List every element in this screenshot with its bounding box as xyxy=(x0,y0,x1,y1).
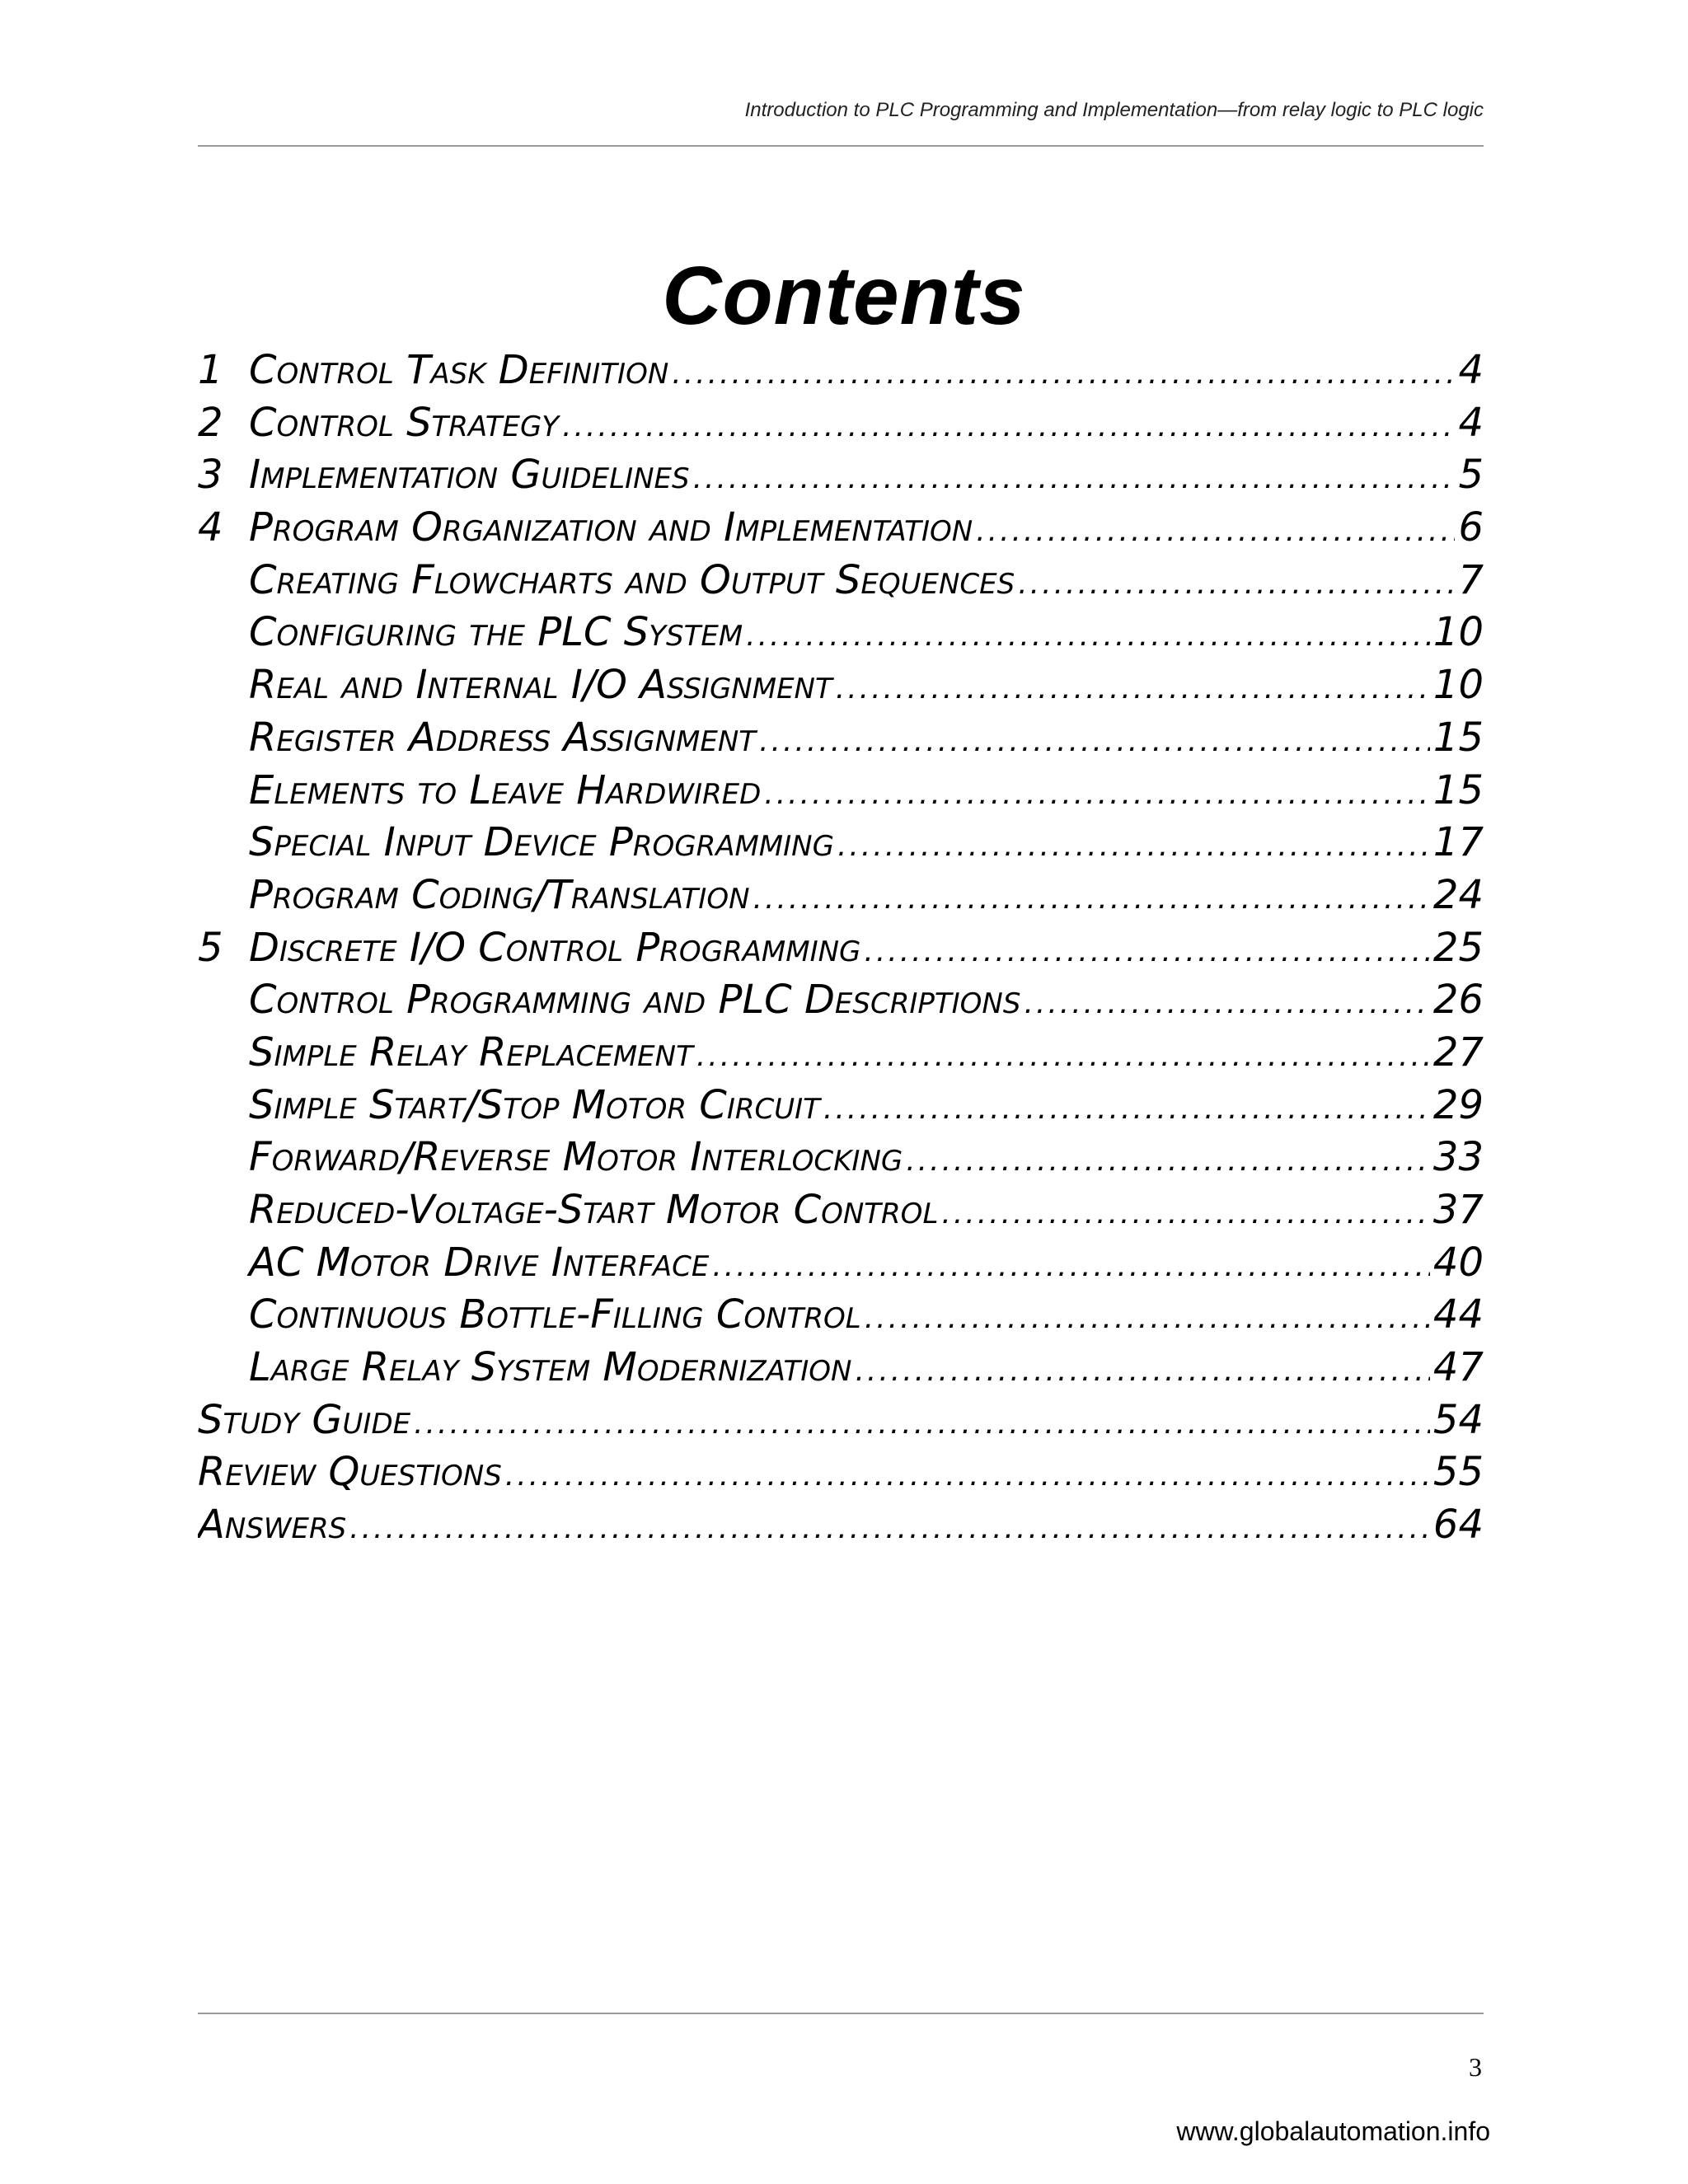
dot-leader xyxy=(864,926,1430,975)
toc-entry-title: Study Guide xyxy=(198,1396,411,1443)
toc-entry-page: 7 xyxy=(1458,556,1484,603)
toc-entry-title: Continuous Bottle-Filling Control xyxy=(249,1291,861,1338)
toc-entry[interactable] xyxy=(198,449,1484,502)
toc-entry-page: 44 xyxy=(1432,1291,1484,1338)
toc-entry-title: Special Input Device Programming xyxy=(249,819,834,866)
toc-entry-title: Discrete I/O Control Programming xyxy=(249,924,861,971)
dot-leader xyxy=(562,401,1455,450)
toc-entry-number: 1 xyxy=(198,347,223,393)
toc-entry-title: Control Programming and PLC Descriptions xyxy=(249,977,1021,1024)
toc-entry-number: 2 xyxy=(198,399,223,446)
toc-entry-page: 29 xyxy=(1432,1081,1484,1128)
toc-entry-title: Real and Internal I/O Assignment xyxy=(249,662,832,709)
toc-entry-page: 15 xyxy=(1432,766,1484,813)
toc-entry-title: Simple Start/Stop Motor Circuit xyxy=(249,1081,820,1128)
toc-entry-page: 64 xyxy=(1432,1502,1484,1549)
dot-leader xyxy=(712,1240,1430,1290)
dot-leader xyxy=(753,873,1430,922)
toc-entry[interactable] xyxy=(198,817,1484,869)
toc-entry-page: 4 xyxy=(1458,399,1484,446)
toc-entry[interactable] xyxy=(198,607,1484,659)
toc-entry[interactable] xyxy=(198,869,1484,922)
toc-entry[interactable] xyxy=(198,765,1484,818)
toc-entry-page: 33 xyxy=(1432,1134,1484,1181)
toc-entry[interactable] xyxy=(198,1184,1484,1237)
toc-entry-number: 4 xyxy=(198,504,223,551)
toc-entry-title: Program Coding/Translation xyxy=(249,871,750,918)
toc-entry-number: 5 xyxy=(198,924,223,971)
toc-entry-title: Elements to Leave Hardwired xyxy=(249,766,762,813)
toc-entry-title: Answers xyxy=(198,1502,347,1549)
toc-entry-page: 15 xyxy=(1432,714,1484,761)
toc-entry-title: Creating Flowcharts and Output Sequences xyxy=(249,556,1015,603)
toc-entry-page: 4 xyxy=(1458,347,1484,393)
toc-entry-title: Large Relay System Modernization xyxy=(249,1344,852,1391)
dot-leader xyxy=(855,1345,1429,1394)
header-rule xyxy=(198,145,1484,147)
toc-entry[interactable] xyxy=(198,1080,1484,1132)
toc-entry-page: 6 xyxy=(1458,504,1484,551)
toc-entry-page: 24 xyxy=(1432,871,1484,918)
toc-entry-page: 47 xyxy=(1432,1344,1484,1391)
dot-leader xyxy=(1024,977,1429,1027)
dot-leader xyxy=(696,1030,1430,1080)
toc-entry-title: Control Strategy xyxy=(249,399,560,446)
toc-entry[interactable] xyxy=(198,712,1484,765)
toc-entry[interactable] xyxy=(198,1499,1484,1552)
dot-leader xyxy=(349,1502,1430,1552)
page-number: 3 xyxy=(1469,2052,1482,2082)
toc-entry[interactable] xyxy=(198,974,1484,1027)
toc-entry-number: 3 xyxy=(198,452,223,499)
toc-entry-title: Program Organization and Implementation xyxy=(249,504,973,551)
toc-entry-title: Implementation Guidelines xyxy=(249,452,690,499)
toc-entry-title: Register Address Assignment xyxy=(249,714,757,761)
toc-entry-page: 17 xyxy=(1432,819,1484,866)
footer-url: www.globalautomation.info xyxy=(1176,2116,1490,2146)
footer-rule xyxy=(198,2013,1484,2014)
toc-entry[interactable] xyxy=(198,1289,1484,1342)
toc-entry-title: AC Motor Drive Interface xyxy=(249,1239,710,1286)
dot-leader xyxy=(414,1398,1430,1447)
toc-entry[interactable] xyxy=(198,344,1484,397)
dot-leader xyxy=(836,663,1430,712)
toc-entry-title: Simple Relay Replacement xyxy=(249,1029,693,1076)
dot-leader xyxy=(976,505,1455,555)
toc-entry-page: 26 xyxy=(1432,977,1484,1024)
toc-entry[interactable] xyxy=(198,1132,1484,1184)
dot-leader xyxy=(837,820,1430,869)
toc-entry-title: Review Questions xyxy=(198,1449,502,1496)
toc-entry-page: 5 xyxy=(1458,452,1484,499)
toc-entry[interactable] xyxy=(198,555,1484,607)
dot-leader xyxy=(764,768,1430,818)
dot-leader xyxy=(746,610,1430,659)
dot-leader xyxy=(505,1450,1430,1499)
toc-entry-title: Configuring the PLC System xyxy=(249,609,743,656)
toc-entry[interactable] xyxy=(198,397,1484,450)
dot-leader xyxy=(693,452,1456,502)
dot-leader xyxy=(1018,558,1455,607)
table-of-contents xyxy=(198,344,1484,1552)
toc-entry-page: 55 xyxy=(1432,1449,1484,1496)
toc-entry-page: 10 xyxy=(1432,662,1484,709)
dot-leader xyxy=(672,348,1455,397)
toc-entry-title: Forward/Reverse Motor Interlocking xyxy=(249,1134,903,1181)
dot-leader xyxy=(906,1135,1430,1184)
dot-leader xyxy=(941,1188,1430,1237)
toc-entry-page: 10 xyxy=(1432,609,1484,656)
toc-entry[interactable] xyxy=(198,1342,1484,1394)
toc-entry-page: 37 xyxy=(1432,1187,1484,1233)
page-title: Contents xyxy=(662,250,1026,342)
toc-entry[interactable] xyxy=(198,922,1484,975)
toc-entry-page: 40 xyxy=(1432,1239,1484,1286)
toc-entry[interactable] xyxy=(198,1394,1484,1447)
toc-entry-page: 54 xyxy=(1432,1396,1484,1443)
toc-entry[interactable] xyxy=(198,659,1484,712)
toc-entry[interactable] xyxy=(198,1027,1484,1080)
dot-leader xyxy=(759,715,1430,765)
toc-entry[interactable] xyxy=(198,502,1484,555)
toc-entry-title: Control Task Definition xyxy=(249,347,669,393)
dot-leader xyxy=(865,1292,1430,1342)
toc-entry-page: 27 xyxy=(1432,1029,1484,1076)
toc-entry[interactable] xyxy=(198,1237,1484,1290)
toc-entry-title: Reduced-Voltage-Start Motor Control xyxy=(249,1187,939,1233)
dot-leader xyxy=(823,1083,1430,1132)
toc-entry[interactable] xyxy=(198,1446,1484,1499)
toc-entry-page: 25 xyxy=(1432,924,1484,971)
running-header: Introduction to PLC Programming and Implementation—from relay logic to PLC logic xyxy=(744,99,1484,121)
